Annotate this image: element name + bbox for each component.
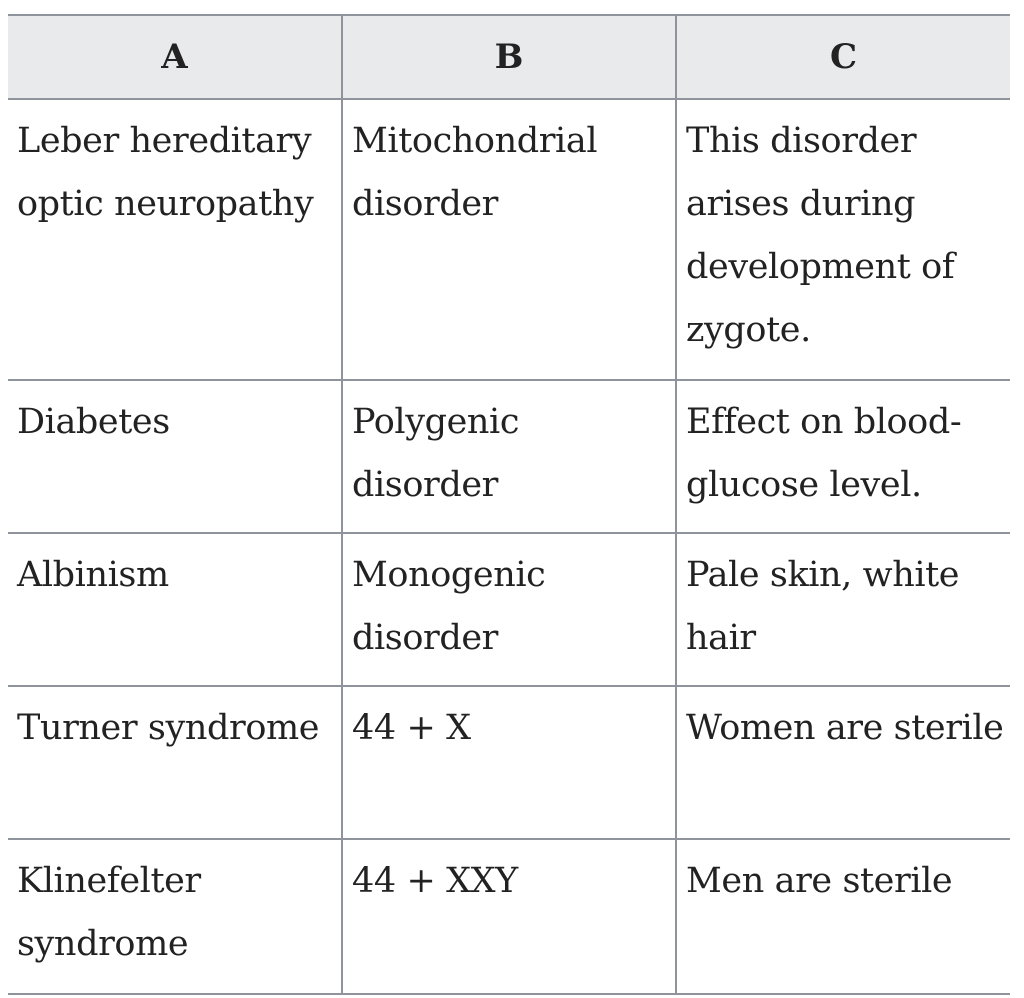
table-cell-type: Monogenic disorder xyxy=(342,533,676,686)
table-cell-disorder: Diabetes xyxy=(8,380,342,533)
table-cell-description: Men are sterile xyxy=(676,839,1010,994)
table-row xyxy=(8,99,1010,380)
table-cell-disorder: Turner syndrome xyxy=(8,686,342,839)
disorder-table-container xyxy=(8,14,1010,995)
table-cell-disorder: Albinism xyxy=(8,533,342,686)
column-header-a: A xyxy=(8,15,342,99)
column-header-c: C xyxy=(676,15,1010,99)
disorder-table xyxy=(8,14,1010,995)
table-cell-description: This disorder arises during development of zygote. xyxy=(676,99,1010,380)
table-row xyxy=(8,380,1010,533)
table-cell-disorder: Klinefelter syndrome xyxy=(8,839,342,994)
table-cell-disorder: Leber hereditary optic neuropathy xyxy=(8,99,342,380)
table-cell-type: 44 + X xyxy=(342,686,676,839)
table-row xyxy=(8,686,1010,839)
table-cell-type: Mitochondrial disorder xyxy=(342,99,676,380)
column-header-b: B xyxy=(342,15,676,99)
table-cell-type: Polygenic disorder xyxy=(342,380,676,533)
table-cell-type: 44 + XXY xyxy=(342,839,676,994)
table-header xyxy=(8,15,1010,99)
table-body xyxy=(8,99,1010,994)
table-cell-description: Pale skin, white hair xyxy=(676,533,1010,686)
header-row xyxy=(8,15,1010,99)
table-row xyxy=(8,839,1010,994)
table-row xyxy=(8,533,1010,686)
table-cell-description: Effect on blood-glucose level. xyxy=(676,380,1010,533)
table-cell-description: Women are sterile xyxy=(676,686,1010,839)
